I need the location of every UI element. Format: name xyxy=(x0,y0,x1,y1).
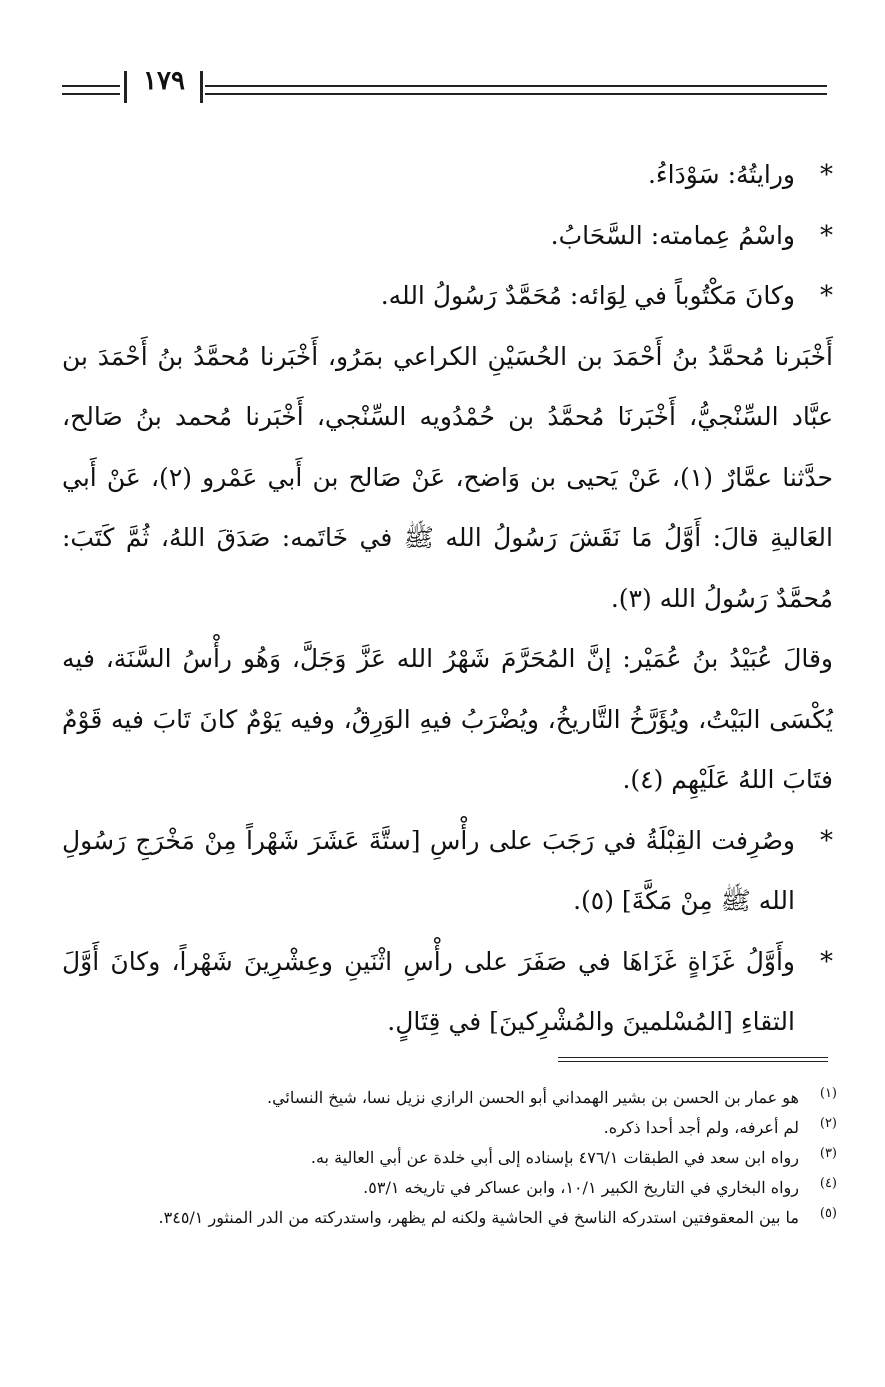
header-rule-left xyxy=(62,85,120,95)
footnote-text: لم أعرفه، ولم أجد أحدا ذكره. xyxy=(603,1118,799,1137)
header-rule-right xyxy=(205,85,827,95)
footnote xyxy=(62,1083,837,1113)
bullet-item xyxy=(62,266,833,327)
footnote-separator xyxy=(558,1057,828,1062)
star-marker: * xyxy=(820,946,833,977)
footnote xyxy=(62,1113,837,1143)
bullet-item xyxy=(62,811,833,932)
footnote xyxy=(62,1143,837,1173)
footnote-text: رواه ابن سعد في الطبقات ٤٧٦/١ بإسناده إلى أبي خلدة عن أبي العالية به. xyxy=(310,1148,799,1167)
footnote-text: هو عمار بن الحسن بن بشير الهمداني أبو الحسن الرازي نزيل نسا، شيخ النسائي. xyxy=(266,1088,799,1107)
star-marker: * xyxy=(820,281,833,311)
bullet-text: وكانَ مَكْتُوباً في لِوَائه: مُحَمَّدٌ رَسُولُ الله. xyxy=(380,281,795,310)
star-marker: * xyxy=(820,220,833,251)
main-text xyxy=(62,145,833,1053)
footnote xyxy=(62,1203,837,1233)
page-number: ١٧٩ xyxy=(143,66,185,96)
bullet-text: وأَوَّلُ غَزَاةٍ غَزَاهَا في صَفَرَ على رأْسِ اثْنَينِ وعِشْرِينَ شَهْراً، وكانَ أَوَّلَ التقاءِ [المُسْلمينَ والمُشْرِكينَ] في قِتَالٍ. xyxy=(62,946,795,1036)
star-marker: * xyxy=(820,160,833,190)
bullet-item xyxy=(62,206,833,267)
footnote-number: (١) xyxy=(819,1086,837,1101)
footnote xyxy=(62,1173,837,1203)
footnote-number: (٢) xyxy=(819,1116,837,1131)
bullet-text: وصُرِفت القِبْلَةُ في رَجَبَ على رأْسِ [ستَّةَ عَشَرَ شَهْراً مِنْ مَخْرَجِ رَسُولِ الله ﷺ مِنْ مَكَّةَ] (٥). xyxy=(62,825,795,915)
umayr-paragraph: وقالَ عُبَيْدُ بنُ عُمَيْر: إنَّ المُحَرَّمَ شَهْرُ الله عَزَّ وَجَلَّ، وَهُو رأْسُ السَّنَة، فيه يُكْسَى البَيْتُ، ويُؤَرَّخُ التَّاريخُ، ويُضْرَبُ فيهِ الوَرِقُ، وفيه يَوْمٌ كانَ تَابَ فيه قَوْمٌ فتَابَ اللهُ عَلَيْهِم (٤). xyxy=(62,644,833,794)
footnotes xyxy=(62,1083,837,1233)
footnote-text: ما بين المعقوفتين استدركه الناسخ في الحاشية ولكنه لم يظهر، واستدركته من الدر المنثور ٣٤٥/١. xyxy=(158,1208,799,1227)
footnote-text: رواه البخاري في التاريخ الكبير ١٠/١، وابن عساكر في تاريخه ٥٣/١. xyxy=(363,1178,799,1197)
header-divider-left xyxy=(124,71,127,103)
footnote-number: (٤) xyxy=(819,1176,837,1191)
footnote-number: (٥) xyxy=(819,1206,837,1221)
bullet-text: ورايتُهُ: سَوْدَاءُ. xyxy=(647,160,795,189)
star-marker: * xyxy=(820,825,833,856)
bullet-item xyxy=(62,932,833,1053)
footnote-number: (٣) xyxy=(819,1146,837,1161)
header-divider-right xyxy=(200,71,203,103)
bullet-text: واسْمُ عِمامته: السَّحَابُ. xyxy=(550,220,795,250)
isnad-paragraph: أَخْبَرنا مُحمَّدُ بنُ أَحْمَدَ بن الحُسَيْنِ الكراعي بمَرُو، أَخْبَرنا مُحمَّدُ بنُ أَحْمَدَ بن عبَّاد السِّنْجيُّ، أَخْبَرنَا مُحمَّدُ بن حُمْدُويه السِّنْجي، أَخْبَرنا مُحمد بنُ صَالح، حدَّثنا عمَّارٌ (١)، عَنْ يَحيى بن وَاضح، عَنْ صَالح بن أَبي عَمْرو (٢)، عَنْ أَبي العَاليةِ قالَ: أَوَّلُ مَا نَقَشَ رَسُولُ الله ﷺ في خَاتَمه: صَدَقَ اللهُ، ثُمَّ كَتَبَ: مُحمَّدٌ رَسُولُ الله (٣). xyxy=(62,341,834,613)
bullet-item xyxy=(62,145,833,206)
